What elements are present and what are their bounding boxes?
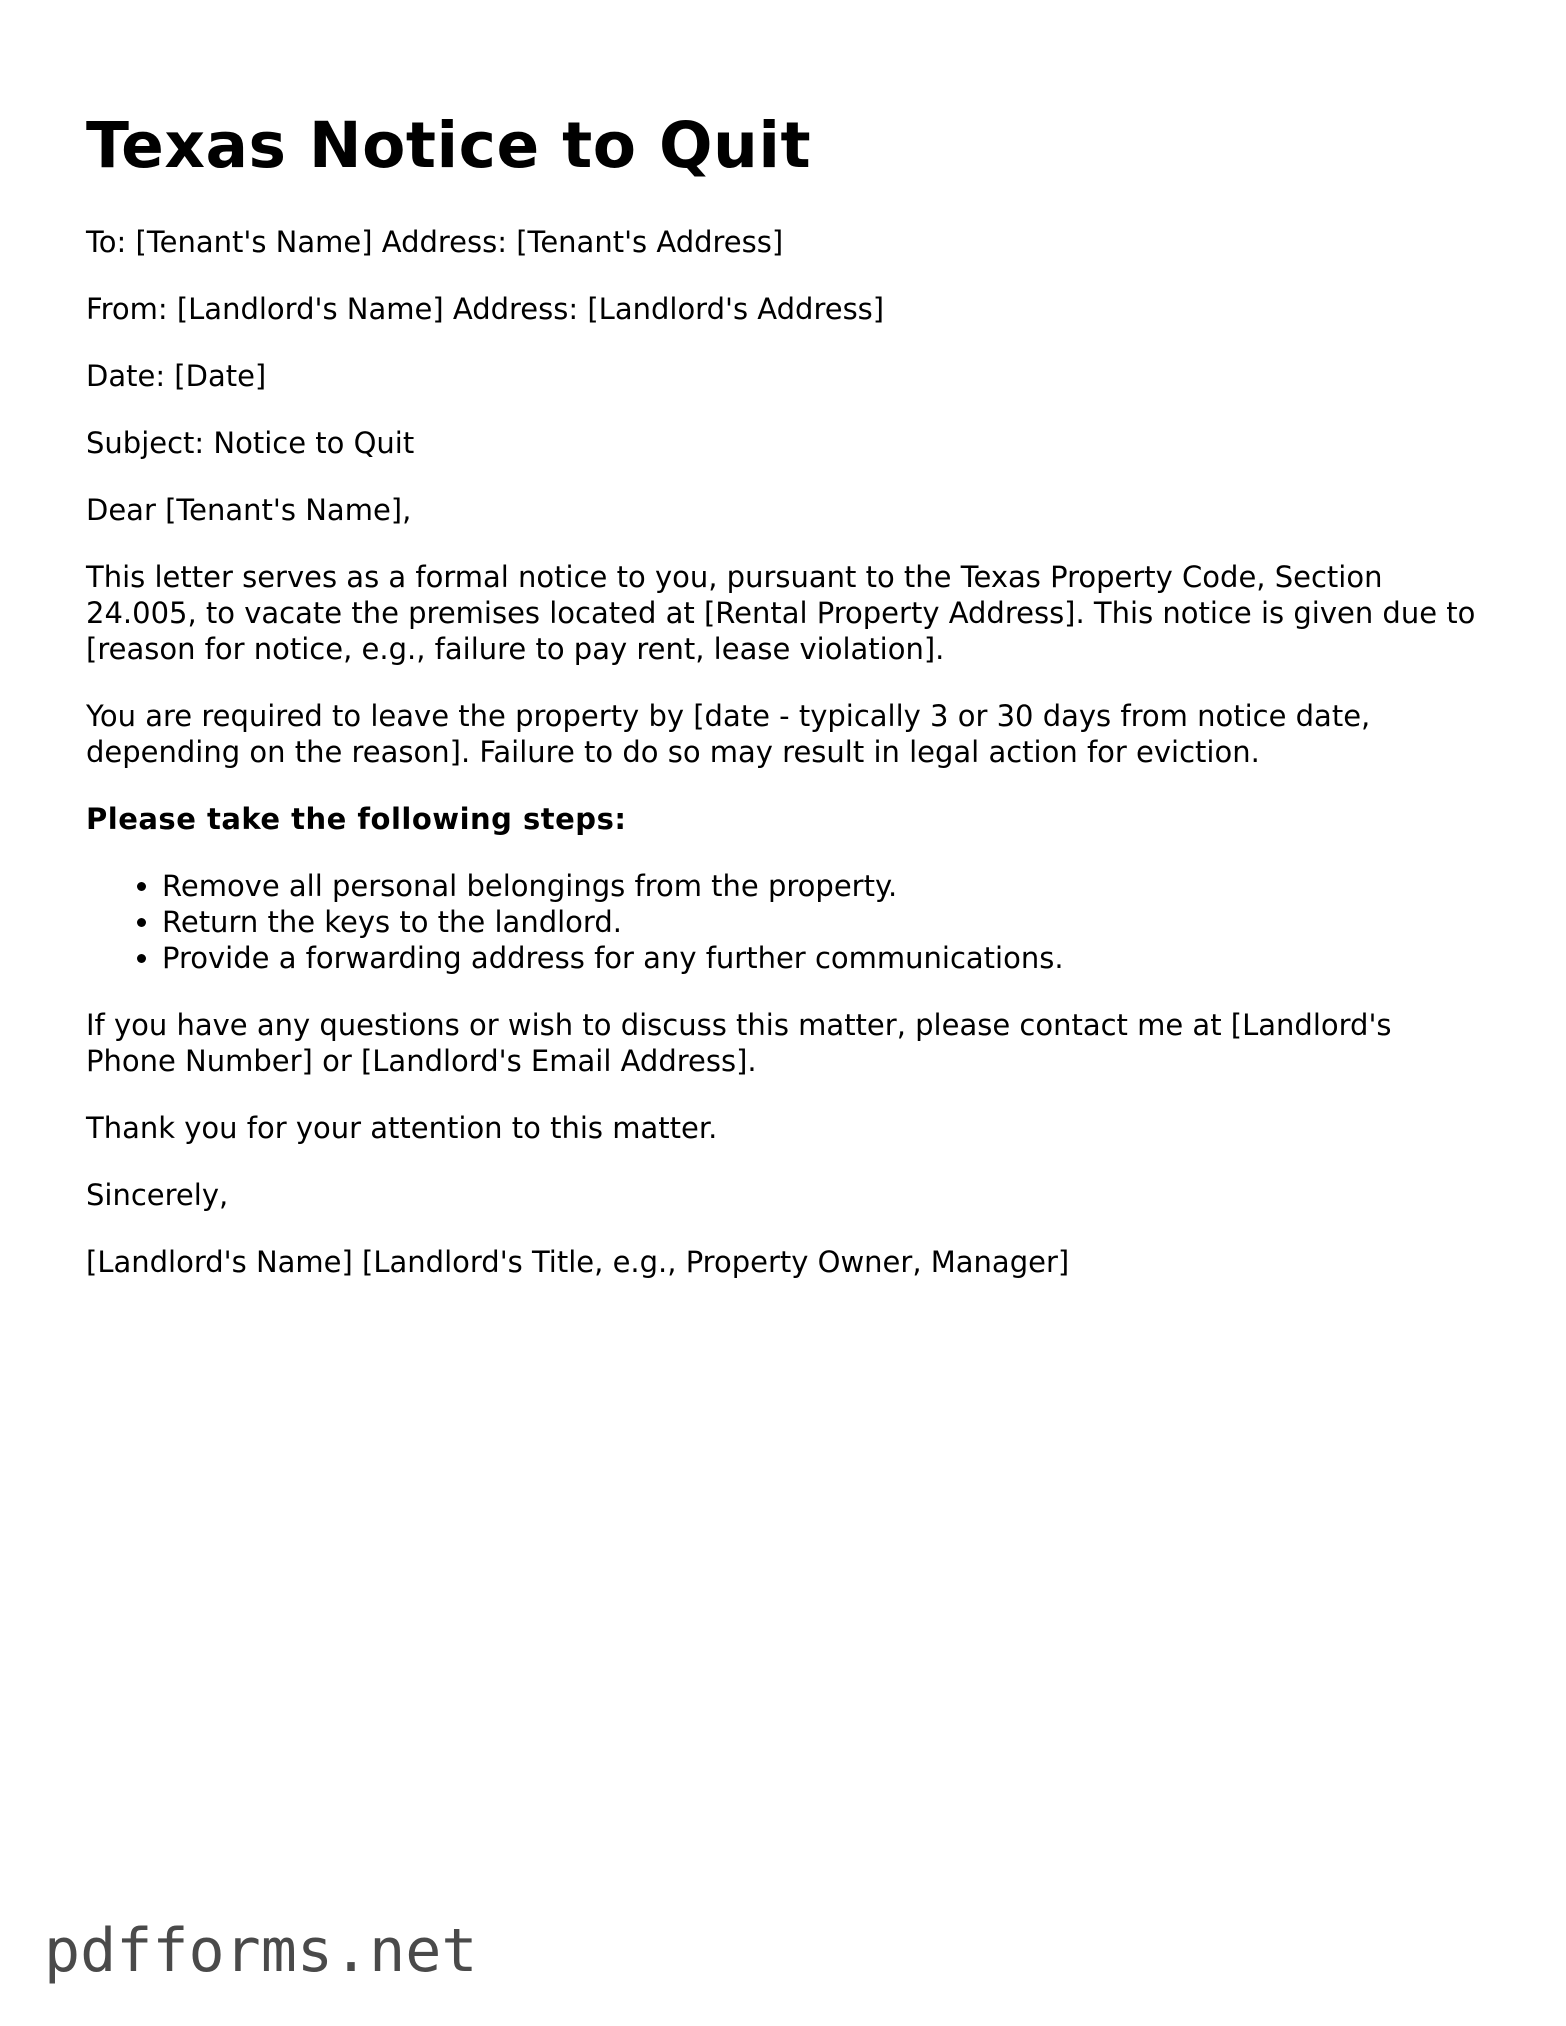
deadline-paragraph: You are required to leave the property by [date - typically 3 or 30 days from notice date, depending on the reason]. Failure to do so may result in legal action for eviction.: [86, 699, 1371, 769]
list-item: • Return the keys to the landlord.: [162, 904, 1486, 940]
list-item: • Remove all personal belongings from the property.: [162, 868, 1486, 904]
date-line: Date: [Date]: [86, 359, 267, 393]
subject-line: Subject: Notice to Quit: [86, 426, 415, 460]
contact-paragraph: If you have any questions or wish to discuss this matter, please contact me at [Landlord's Phone Number] or [Landlord's Email Address].: [86, 1008, 1392, 1078]
steps-heading: Please take the following steps:: [86, 802, 627, 836]
salutation: Dear [Tenant's Name],: [86, 493, 412, 527]
notice-paragraph: This letter serves as a formal notice to you, pursuant to the Texas Property Code, Section 24.005, to vacate the premises located at [Rental Property Address]. This notice is given due to [reason for notice, e.g., failure to pay rent, lease violation].: [86, 560, 1476, 666]
from-line: From: [Landlord's Name] Address: [Landlord's Address]: [86, 292, 885, 326]
closing-line: Sincerely,: [86, 1178, 229, 1212]
watermark-logo: pdfforms.net: [44, 1916, 478, 1986]
signature-line: [Landlord's Name] [Landlord's Title, e.g., Property Owner, Manager]: [86, 1245, 1070, 1279]
to-line: To: [Tenant's Name] Address: [Tenant's Address]: [86, 225, 784, 259]
steps-list: [86, 868, 1486, 976]
thanks-line: Thank you for your attention to this matter.: [86, 1111, 718, 1145]
document-page: [86, 108, 1486, 1311]
list-item: • Provide a forwarding address for any further communications.: [162, 940, 1486, 976]
document-title: Texas Notice to Quit: [86, 109, 812, 182]
